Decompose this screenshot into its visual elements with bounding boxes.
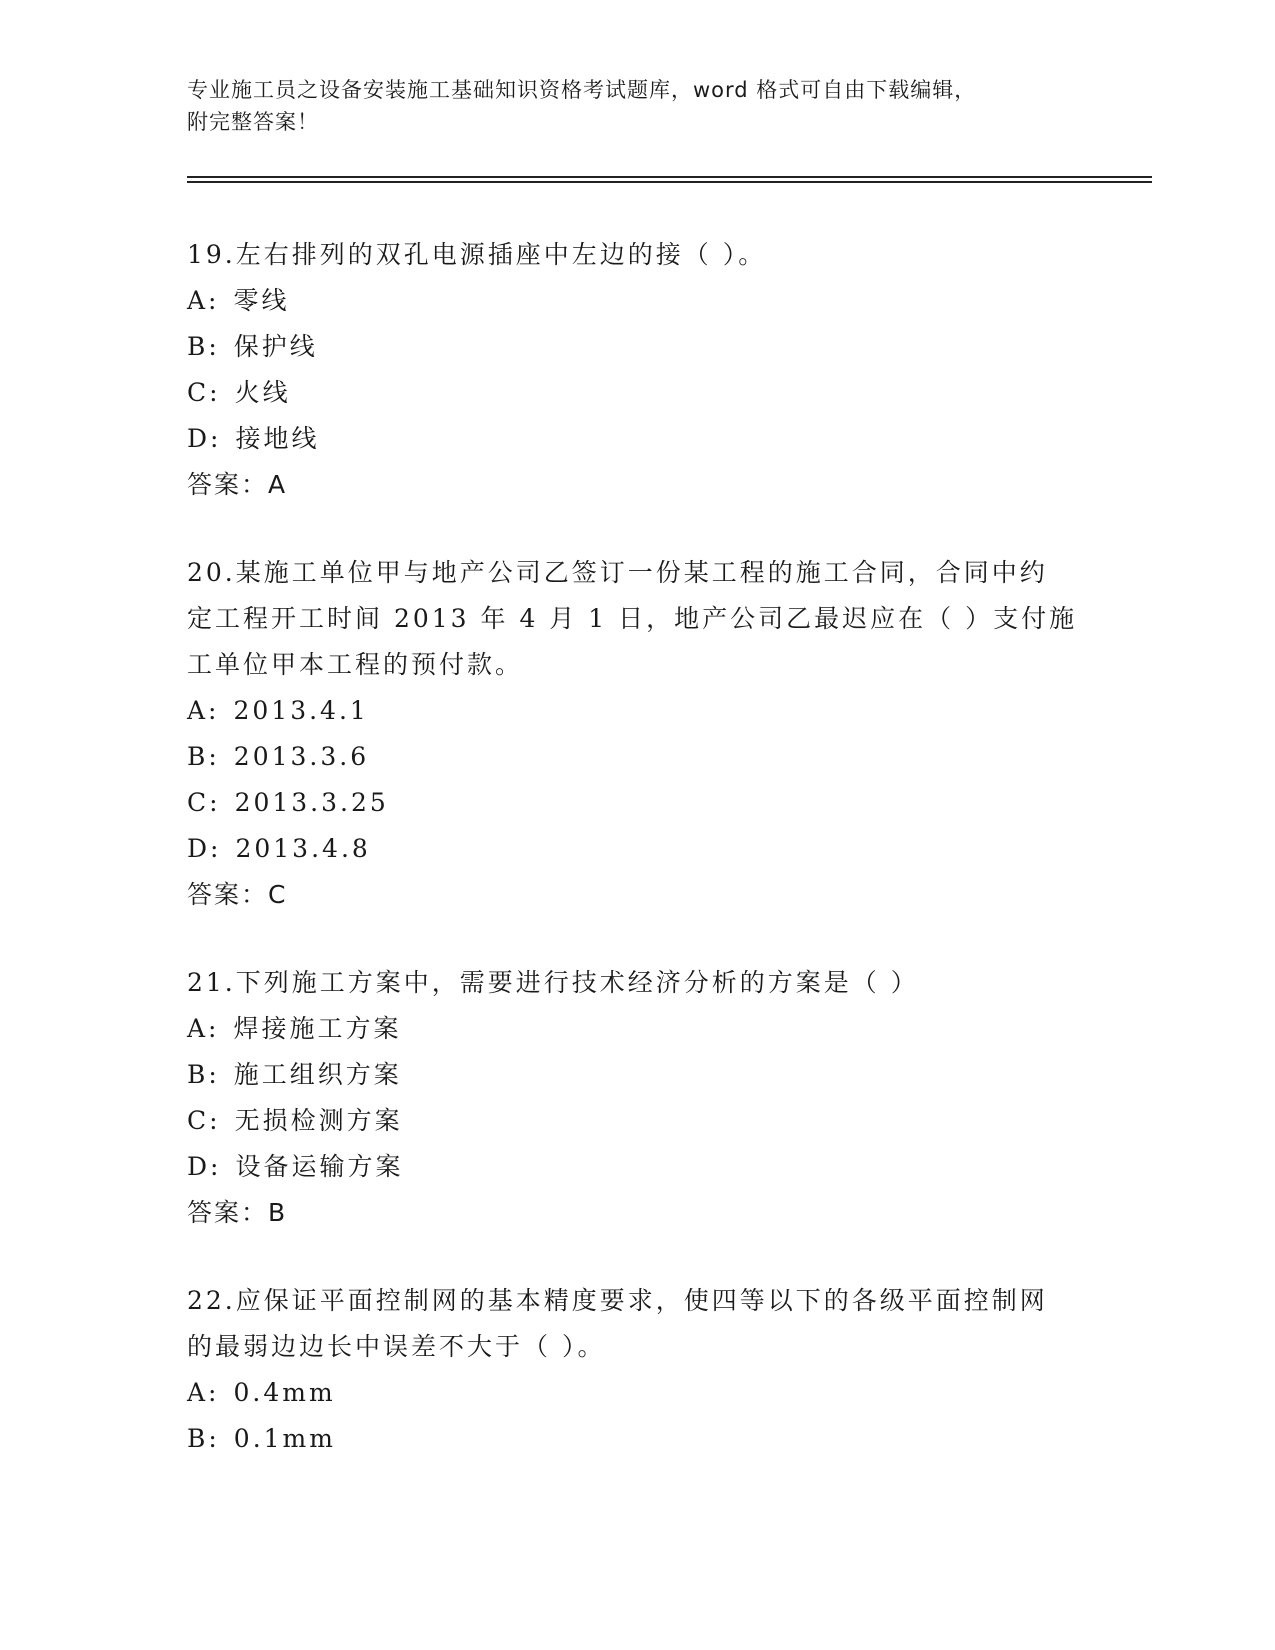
option-text: 2013.3.25 <box>234 788 389 817</box>
option-key: B: <box>187 1060 220 1089</box>
option-c <box>187 1098 1087 1144</box>
option-key: A: <box>187 696 220 725</box>
option-key: C: <box>187 378 221 407</box>
option-b <box>187 1416 1087 1462</box>
question-22 <box>187 1278 1087 1462</box>
option-a <box>187 1006 1087 1052</box>
option-key: D: <box>187 834 222 863</box>
header-line-2: 附完整答案！ <box>187 110 319 134</box>
option-text: 接地线 <box>235 424 320 453</box>
option-c <box>187 780 1087 826</box>
question-stem-line-2: 定工程开工时间 2013 年 4 月 1 日，地产公司乙最迟应在（ ）支付施 <box>187 604 1078 633</box>
option-key: A: <box>187 1014 220 1043</box>
option-b <box>187 734 1087 780</box>
option-key: A: <box>187 1378 220 1407</box>
option-a <box>187 688 1087 734</box>
option-text: 火线 <box>234 378 291 407</box>
question-stem-line-1: 22.应保证平面控制网的基本精度要求，使四等以下的各级平面控制网 <box>187 1286 1048 1315</box>
answer-line: 答案：B <box>187 1198 288 1227</box>
question-list <box>187 232 1087 1504</box>
option-key: B: <box>187 1424 220 1453</box>
question-stem: 21.下列施工方案中，需要进行技术经济分析的方案是（ ） <box>187 968 919 997</box>
question-stem-line-3: 工单位甲本工程的预付款。 <box>187 650 524 679</box>
option-text: 0.4mm <box>233 1378 336 1407</box>
question-20 <box>187 550 1087 918</box>
answer-line: 答案：C <box>187 880 288 909</box>
option-d <box>187 416 1087 462</box>
header-divider-bottom <box>187 181 1152 183</box>
option-text: 2013.4.8 <box>235 834 371 863</box>
question-stem-line-1: 20.某施工单位甲与地产公司乙签订一份某工程的施工合同，合同中约 <box>187 558 1048 587</box>
option-key: C: <box>187 1106 221 1135</box>
question-stem: 19.左右排列的双孔电源插座中左边的接（ ）。 <box>187 240 767 269</box>
option-text: 焊接施工方案 <box>233 1014 402 1043</box>
question-stem-line-2: 的最弱边边长中误差不大于（ ）。 <box>187 1332 606 1361</box>
option-key: C: <box>187 788 221 817</box>
option-key: B: <box>187 742 220 771</box>
document-header <box>187 74 1067 138</box>
header-divider-top <box>187 176 1152 178</box>
option-a <box>187 278 1087 324</box>
option-b <box>187 324 1087 370</box>
option-key: B: <box>187 332 220 361</box>
option-text: 0.1mm <box>233 1424 336 1453</box>
option-key: D: <box>187 1152 222 1181</box>
option-b <box>187 1052 1087 1098</box>
option-a <box>187 1370 1087 1416</box>
option-d <box>187 826 1087 872</box>
option-text: 无损检测方案 <box>234 1106 403 1135</box>
option-c <box>187 370 1087 416</box>
option-text: 保护线 <box>233 332 318 361</box>
option-key: D: <box>187 424 222 453</box>
header-line-1: 专业施工员之设备安装施工基础知识资格考试题库，word 格式可自由下载编辑， <box>187 78 977 102</box>
option-key: A: <box>187 286 220 315</box>
question-19 <box>187 232 1087 508</box>
answer-line: 答案：A <box>187 470 288 499</box>
option-text: 2013.4.1 <box>233 696 369 725</box>
option-text: 施工组织方案 <box>233 1060 402 1089</box>
option-text: 零线 <box>233 286 290 315</box>
option-text: 2013.3.6 <box>233 742 370 771</box>
option-d <box>187 1144 1087 1190</box>
question-21 <box>187 960 1087 1236</box>
option-text: 设备运输方案 <box>235 1152 404 1181</box>
